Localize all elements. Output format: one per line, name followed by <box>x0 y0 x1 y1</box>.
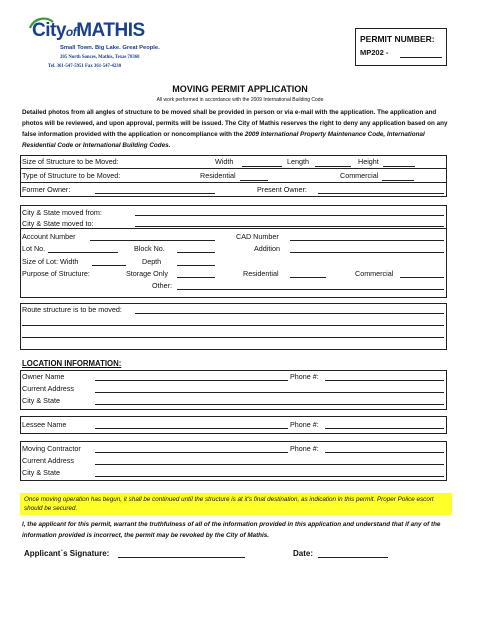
purpose-other-label: Other: <box>152 281 172 290</box>
lessee-section <box>20 416 447 434</box>
moved-to-label: City & State moved to: <box>22 219 94 228</box>
present-owner-label: Present Owner: <box>257 185 307 194</box>
date-field[interactable] <box>318 557 388 558</box>
lessee-name-label: Lessee Name <box>22 420 67 429</box>
contractor-address-label: Current Address <box>22 456 74 465</box>
warrant-statement: I, the applicant for this permit, warrant the truthfulness of all of the information provided in this application and understand that if any of the information provided is incorrect, the permit may be revoked by the City of Mathis. <box>22 521 441 539</box>
purpose-commercial-label: Commercial <box>355 269 394 278</box>
route-field-line3[interactable] <box>22 337 444 338</box>
contractor-phone-label: Phone #: <box>290 444 319 453</box>
purpose-other-field[interactable] <box>177 289 444 290</box>
route-label: Route structure is to be moved: <box>22 305 122 314</box>
addition-field[interactable] <box>290 252 444 253</box>
lot-number-field[interactable] <box>48 252 118 253</box>
type-commercial-label: Commercial <box>340 171 379 180</box>
lot-depth-field[interactable] <box>177 265 215 266</box>
permit-number-label: PERMIT NUMBER: <box>360 34 435 44</box>
owner-name-label: Owner Name <box>22 372 65 381</box>
size-label: Size of Structure to be Moved: <box>22 157 119 166</box>
storage-only-label: Storage Only <box>126 269 168 278</box>
moved-from-field[interactable] <box>135 215 444 216</box>
owner-phone-label: Phone #: <box>290 372 319 381</box>
notice-highlight <box>20 493 452 515</box>
lessee-phone-field[interactable] <box>325 428 444 429</box>
location-heading: LOCATION INFORMATION: <box>22 359 122 368</box>
purpose-residential-label: Residential <box>243 269 279 278</box>
form-subtitle: All work performed in accordance with the 2009 International Building Code <box>156 97 324 103</box>
contractor-address-field[interactable] <box>95 464 444 465</box>
account-number-label: Account Number <box>22 232 76 241</box>
owner-address-label: Current Address <box>22 384 74 393</box>
block-number-field[interactable] <box>177 252 215 253</box>
cad-number-field[interactable] <box>290 240 444 241</box>
logo-tagline: Small Town. Big Lake. Great People. <box>60 45 160 51</box>
owner-phone-field[interactable] <box>325 380 444 381</box>
width-label: Width <box>215 157 234 166</box>
lot-width-label: Size of Lot: Width <box>22 257 79 266</box>
owner-city-label: City & State <box>22 396 60 405</box>
contractor-city-field[interactable] <box>95 476 444 477</box>
type-commercial-field[interactable] <box>382 180 414 181</box>
type-residential-field[interactable] <box>240 180 268 181</box>
logo-city-word: City <box>32 20 66 41</box>
owner-address-field[interactable] <box>95 392 444 393</box>
applicant-signature-field[interactable] <box>118 557 245 558</box>
purpose-residential-field[interactable] <box>290 277 326 278</box>
logo-text <box>32 20 145 42</box>
permit-number-prefix: MP202 - <box>360 48 389 57</box>
length-label: Length <box>287 157 309 166</box>
route-field-line1[interactable] <box>135 313 444 314</box>
cad-number-label: CAD Number <box>236 232 279 241</box>
lot-number-label: Lot No. <box>22 244 46 253</box>
former-owner-label: Former Owner: <box>22 185 71 194</box>
logo-of-word: of <box>65 25 77 39</box>
lot-width-field[interactable] <box>92 265 126 266</box>
notice-text: Once moving operation has begun, it shall be continued until the structure is at it's final destination, as indication in this permit. Proper Police escort should be secured. <box>24 496 434 512</box>
addition-label: Addition <box>254 244 280 253</box>
type-residential-label: Residential <box>200 171 236 180</box>
width-field[interactable] <box>242 166 282 167</box>
intro-paragraph <box>22 107 452 151</box>
lessee-name-field[interactable] <box>95 428 288 429</box>
purpose-label: Purpose of Structure: <box>22 269 90 278</box>
length-field[interactable] <box>315 166 351 167</box>
height-label: Height <box>358 157 379 166</box>
height-field[interactable] <box>383 166 415 167</box>
form-title: MOVING PERMIT APPLICATION <box>172 84 308 94</box>
moved-from-label: City & State moved from: <box>22 208 102 217</box>
city-phone-fax: Tel. 361-547-5951 Fax 361-547-4230 <box>48 64 122 69</box>
contractor-city-label: City & State <box>22 468 60 477</box>
moved-to-field[interactable] <box>135 226 444 227</box>
lot-depth-label: Depth <box>142 257 162 266</box>
logo-name-word: MATHIS <box>76 20 145 41</box>
former-owner-field[interactable] <box>95 193 215 194</box>
purpose-commercial-field[interactable] <box>400 277 444 278</box>
intro-codes: 2009 International Property Maintenance Code, International Residential Code or International Building Codes. <box>22 131 425 149</box>
type-label: Type of Structure to be Moved: <box>22 171 121 180</box>
date-label: Date: <box>293 549 314 558</box>
present-owner-field[interactable] <box>318 193 444 194</box>
account-number-field[interactable] <box>90 240 215 241</box>
owner-city-field[interactable] <box>95 404 444 405</box>
block-number-label: Block No. <box>134 244 165 253</box>
contractor-phone-field[interactable] <box>325 452 444 453</box>
intro-text: Detailed photos from all angles of structure to be moved shall be provided in person or via e-mail with the application. The application and photos will be reviewed, and upon approval, permits will be issued. The City of Mathis reserves the right to deny any application based on any false information provided with the application or noncompliance with the <box>22 109 448 138</box>
city-address: 205 North Sonces, Mathis, Texas 78368 <box>60 55 140 60</box>
route-field-line2[interactable] <box>22 325 444 326</box>
lessee-phone-label: Phone #: <box>290 420 319 429</box>
contractor-section <box>20 441 447 481</box>
applicant-signature-label: Applicant`s Signature: <box>24 549 110 558</box>
contractor-name-field[interactable] <box>95 452 288 453</box>
permit-number-field[interactable] <box>400 57 442 58</box>
permit-number-box <box>355 28 447 66</box>
owner-name-field[interactable] <box>95 380 288 381</box>
contractor-name-label: Moving Contractor <box>22 444 81 453</box>
storage-only-field[interactable] <box>177 277 215 278</box>
